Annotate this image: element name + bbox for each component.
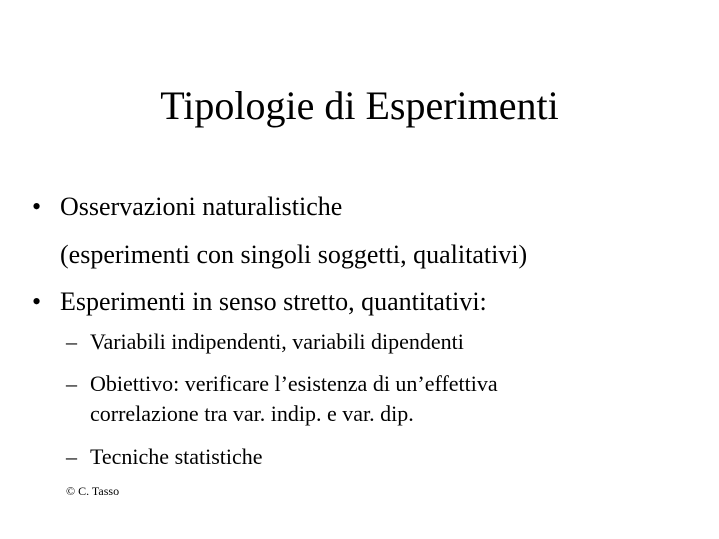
sub-item-text: Tecniche statistiche xyxy=(90,444,263,469)
sub-item-text: Obiettivo: verificare l’esistenza di un’effettiva xyxy=(90,371,498,396)
bullet-item-observations-cont xyxy=(60,238,527,272)
sub-item-objective xyxy=(66,370,498,398)
sub-item-text: Variabili indipendenti, variabili dipendenti xyxy=(90,329,464,354)
bullet-item-experiments xyxy=(32,285,487,319)
sub-item-variables xyxy=(66,328,464,356)
bullet-text: Osservazioni naturalistiche xyxy=(60,192,343,221)
dash-icon: – xyxy=(66,329,77,354)
slide-title: Tipologie di Esperimenti xyxy=(160,83,559,128)
dash-icon: – xyxy=(66,371,77,396)
copyright-footer: © C. Tasso xyxy=(66,484,120,498)
bullet-text: Esperimenti in senso stretto, quantitativi: xyxy=(60,287,487,316)
sub-item-objective-cont xyxy=(90,400,414,428)
dash-icon: – xyxy=(66,444,77,469)
bullet-text: (esperimenti con singoli soggetti, qualitativi) xyxy=(60,240,528,269)
bullet-item-observations xyxy=(32,190,343,224)
bullet-icon: • xyxy=(32,287,42,316)
sub-item-text: correlazione tra var. indip. e var. dip. xyxy=(90,401,414,426)
bullet-icon: • xyxy=(32,192,42,221)
sub-item-statistics xyxy=(66,443,263,471)
